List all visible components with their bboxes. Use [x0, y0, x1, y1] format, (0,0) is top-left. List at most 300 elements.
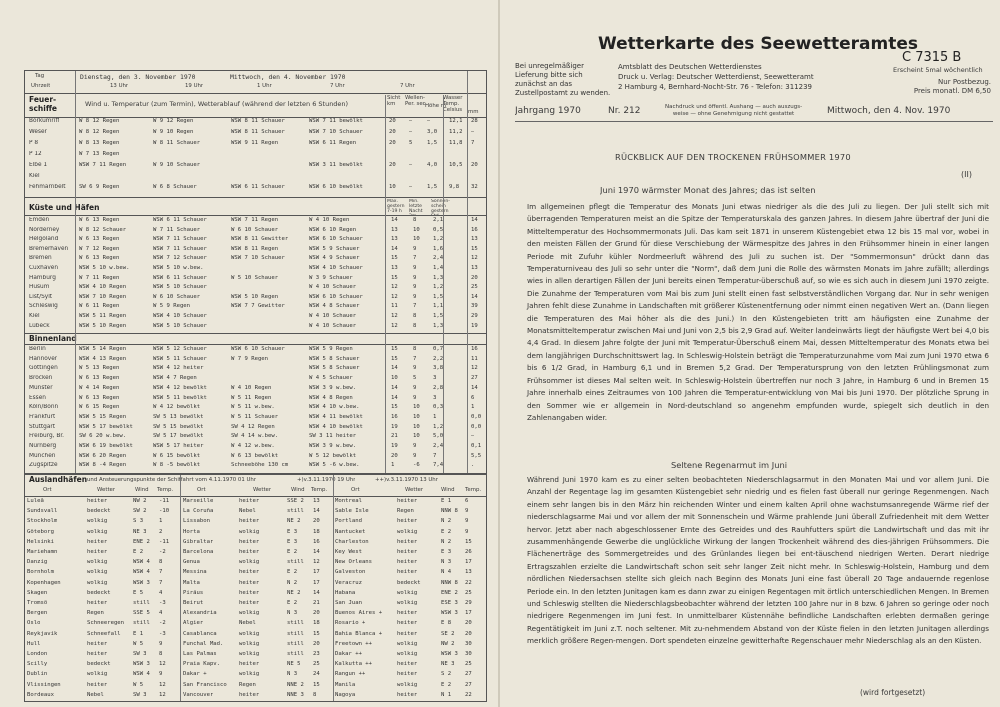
cell-value: WSW 8 11 Gewitter: [231, 236, 289, 243]
station-name: Göttingen: [29, 365, 58, 372]
cell-value: 5: [409, 140, 413, 146]
cell-value: 14: [391, 384, 398, 391]
cell-value: WSW 4 10 Schauer: [309, 265, 363, 271]
cell-value: 16: [471, 226, 478, 233]
station-name: Weser: [29, 129, 47, 135]
station-name: Brocken: [29, 375, 53, 382]
cell-value: 13: [391, 236, 398, 243]
port-weather: wolkig: [397, 600, 418, 606]
port-weather: Schneefall: [87, 630, 121, 637]
port-name: Casablanca: [183, 630, 217, 637]
cell-value: 1,2: [433, 236, 444, 243]
table-row: [25, 498, 486, 508]
port-weather: heiter: [87, 600, 108, 606]
cell-value: 9: [413, 245, 417, 252]
station-name: Fehmarnbelt: [29, 184, 66, 190]
cell-value: 9: [413, 443, 417, 449]
port-name: Lissabon: [183, 518, 210, 525]
cell-value: WSW 5 12 Schauer: [153, 346, 207, 352]
cell-value: WSW 5 9 Regen: [309, 346, 353, 352]
price-line: Nur Postbezug.: [938, 78, 991, 86]
table-row: [25, 671, 486, 681]
section-title-ausland: Auslandhäfen: [29, 475, 88, 484]
port-wind: S 2: [441, 671, 452, 678]
cell-value: W 9 10 Regen: [153, 129, 194, 135]
port-weather: Regen: [239, 681, 256, 688]
cell-value: W 4 10 Schauer: [309, 322, 357, 329]
station-name: Münster: [29, 384, 53, 391]
continued-note: (wird fortgesetzt): [860, 688, 926, 697]
port-weather: heiter: [239, 498, 260, 504]
port-weather: wolkig: [87, 569, 108, 576]
table-row: [25, 375, 486, 385]
col-wind-1: Wind: [135, 487, 149, 493]
port-wind: SE 2: [441, 630, 455, 637]
cell-value: W 4 10 Regen: [231, 384, 272, 391]
cell-value: 10: [413, 226, 420, 233]
cell-value: WSW 6 19 bewölkt: [79, 443, 133, 449]
cell-value: WSW 4 11 bewölkt: [309, 413, 363, 420]
cell-value: WSW 4 10 w.bew.: [309, 404, 360, 411]
cell-value: WSW 7 10 Regen: [79, 293, 127, 300]
cell-value: WSW 5 -6 w.bew.: [309, 462, 360, 469]
cell-value: 20: [471, 162, 478, 168]
rule: [25, 215, 486, 216]
page-fold: [498, 0, 500, 707]
port-name: New Orleans: [335, 559, 373, 566]
cell-value: W 5 12 bewölkt: [309, 452, 357, 459]
port-weather: Nebel: [239, 508, 256, 515]
port-weather: heiter: [397, 691, 418, 698]
cell-value: 1,3: [433, 274, 444, 281]
cell-value: 7: [413, 355, 417, 362]
port-name: La Coruña: [183, 508, 214, 515]
port-name: Galveston: [335, 569, 366, 576]
port-wind: NNE 2: [287, 681, 304, 688]
port-name: San Juan: [335, 600, 362, 606]
port-temp: 15: [313, 630, 320, 637]
cell-value: WSW 5 11 Schauer: [153, 355, 207, 362]
station-name: Köln/Bonn: [29, 404, 59, 411]
col-ort-3: Ort: [351, 487, 360, 493]
port-name: Stockholm: [27, 518, 58, 525]
port-name: Bornholm: [27, 569, 54, 576]
station-name: Lübeck: [29, 322, 50, 329]
cell-value: 20: [389, 162, 396, 168]
cell-value: 12: [391, 284, 398, 291]
port-wind: WSW 4: [133, 559, 150, 566]
cell-value: WSW 6 11 Schauer: [153, 217, 207, 223]
port-wind: W 5: [133, 640, 144, 647]
cell-value: W 7 9 Regen: [231, 355, 269, 362]
article-paragraph-1: Im allgemeinen pflegt die Temperatur des Monats Juni etwas niedriger als die des Juli zu liegen. Der Juli stellt sich mit überragenden Temperaturen meist an die Spitze der Temperaturskala des ganzen Jahres. In diesem Jahre übertraf der Juni die Mitteltemperatur des Hochsommermonats Juli. Das kam seit 1871 in unserem Küstengebiet etwa 12 bis 15 mal vor, wobei in den meisten Fällen der Grund für diese Verschiebung der Wärmespitze des Jahres in den Frühsommer hinein in einer langen Periode mit Zufuhr kühler Nordmeerluft während des Juli zu suchen ist. Der "Sommermonsun" drückt dann das Temperaturniveau des Juli so sehr unter die "Norm", daß dem Juni die Rolle des wärmsten Monats im Jahre zufällt; allerdings wies in allen derartigen Fällen der Juni bereits einen Temperatur-überschuß auf, so wie es sich auch in diesem Juni 1970 zeigte. Die Zunahme der Temperaturen vom Mai bis zum Juni stellt einen fast selbstverständlichen Vorgang dar. Nur in sehr wenigen Jahren fehlt diese Zunahme in Landschaften mit größerer Küstenentfernung oder nimmt einen negativen Wert an. (Dann liegen die Temperaturen des Mai höher als die des Juni.) In den Küstengebieten tritt am häufigsten eine Zunahme der Monatsmitteltemperatur zwischen Mai und Juni von 2,5 bis 2,9 Grad auf. Weiter landeinwärts liegt der häufigste Wert bei 4,0 bis 4,4 Grad. In diesem Jahre folgte der Juni mit Temperatur-Überschuß einem Mai, dessen Mitteltemperatur des Monats etwa bei dem langjährigen Durchschnittswert lag. In Schleswig-Holstein beträgt die Temperaturzunahme vom Mai zum Juni 1970 etwa 6 bis 6 1/2 Grad, in Hamburg 6,1 und in Bremen 5,2 Grad. Der Temperatursprung von den letzten Frühlingsmonat zum Frühsommer ist dieses Mal selten weit. In Schleswig-Holstein übertreffen nur noch 3 Jahre, in Hamburg 6 und in Bremen 15 Jahre innerhalb eines Zeitraumes von 100 Jahren die Temperatur-entwicklung von Mai bis Juni 1970. Der plötzliche Sprung in den Sommer wie er allgemein in Nord-deutschland so angenehm empfunden wurde, spiegelt sich deutlich in den Zahlenangaben wider.: [527, 202, 989, 422]
port-weather: heiter: [87, 651, 108, 657]
port-name: Buenos Aires +: [335, 610, 383, 617]
cell-value: 20: [389, 140, 396, 146]
article-page: [515, 0, 995, 707]
port-temp: 2: [159, 528, 163, 535]
port-weather: heiter: [239, 661, 260, 668]
cell-value: 16: [391, 413, 398, 420]
cell-value: W 7 11 Schauer: [153, 226, 201, 233]
port-temp: 1: [159, 518, 163, 525]
cell-value: 13: [391, 265, 398, 271]
vrule: [180, 475, 181, 702]
col-wetter-1: Wetter: [97, 487, 116, 493]
col-hoehe: Höhe m: [425, 103, 447, 109]
table-row: [25, 404, 486, 414]
station-name: München: [29, 452, 56, 459]
cell-value: WSW 4 10 Schauer: [153, 313, 207, 319]
cell-value: 0,0: [471, 423, 482, 430]
cell-value: WSW 5 14 Regen: [79, 346, 127, 352]
cell-value: W 7 13 Regen: [79, 151, 120, 157]
cell-value: 0,1: [471, 443, 482, 449]
cell-value: 11,2: [449, 129, 463, 135]
port-temp: 27: [465, 681, 472, 688]
vrule: [443, 95, 444, 473]
cell-value: WSW 5 10 Schauer: [153, 322, 207, 329]
cell-value: SW 4 12 Regen: [231, 423, 275, 430]
table-row: [25, 414, 486, 424]
table-row: [25, 682, 486, 692]
port-name: Marseille: [183, 498, 214, 504]
port-weather: heiter: [397, 569, 418, 576]
table-row: [25, 173, 486, 184]
port-wind: still: [287, 630, 304, 637]
ausland-header: [25, 475, 486, 487]
cell-value: WSW 6 20 Regen: [79, 452, 127, 459]
port-weather: bedeckt: [397, 579, 421, 586]
port-weather: wolkig: [87, 671, 108, 678]
cell-value: WSW 6 10 Schauer: [309, 293, 363, 300]
cell-value: 0,3: [433, 404, 444, 411]
port-temp: 20: [313, 610, 320, 617]
station-name: Borkumriff: [29, 118, 60, 124]
port-weather: heiter: [397, 549, 418, 555]
cell-value: 39: [471, 303, 478, 310]
port-name: Sable Isle: [335, 508, 369, 515]
port-temp: 9: [159, 671, 163, 678]
reprint-note: [665, 104, 802, 118]
cell-value: 0,7: [433, 346, 444, 352]
port-name: Genua: [183, 559, 200, 566]
cell-value: 7: [413, 255, 417, 262]
cell-value: 12: [471, 255, 478, 262]
reprint-line: Nachdruck und öffentl. Aushang — auch auszugs-: [665, 104, 803, 110]
port-wind: SW 3: [133, 691, 147, 698]
port-temp: 9: [465, 528, 469, 535]
port-name: Messina: [183, 569, 207, 576]
table-row: [25, 356, 486, 366]
port-weather: wolkig: [239, 528, 260, 535]
station-name: P 8: [29, 140, 39, 146]
cell-value: 13: [471, 265, 478, 271]
cell-value: —: [427, 118, 431, 124]
port-name: Dublin: [27, 671, 48, 678]
table-row: [25, 118, 486, 129]
port-name: Rangun ++: [335, 671, 366, 678]
cell-value: W 3 9 Schauer: [309, 274, 353, 281]
port-name: Nantucket: [335, 528, 366, 535]
weather-report-table: [24, 70, 487, 702]
port-wind: E 2: [287, 569, 298, 576]
port-temp: -11: [159, 498, 170, 504]
port-weather: heiter: [239, 579, 260, 586]
port-wind: E 3: [287, 528, 298, 535]
col-wellen: Wellen- Per. sec.: [405, 95, 428, 107]
port-name: Las Palmas: [183, 651, 217, 657]
cell-value: WSW 4 9 Schauer: [309, 255, 360, 262]
cell-value: —: [471, 129, 475, 135]
port-name: Göteborg: [27, 528, 54, 535]
cell-value: W 5 9 Regen: [153, 303, 191, 310]
cell-value: W 4 5 Schauer: [309, 375, 353, 382]
port-name: Scilly: [27, 661, 48, 668]
port-weather: heiter: [87, 549, 108, 555]
cell-value: WSW 7 10 Schauer: [231, 255, 285, 262]
cell-value: WSW 6 11 Schauer: [231, 184, 285, 190]
vrule: [467, 71, 468, 473]
cell-value: W 8 11 Schauer: [153, 140, 201, 146]
cell-value: 1,5: [427, 184, 438, 190]
cell-value: W 8 12 Regen: [79, 118, 120, 124]
station-name: Kiel: [29, 173, 40, 179]
port-temp: 12: [159, 661, 166, 668]
cell-value: 8: [413, 322, 417, 329]
cell-value: —: [409, 184, 413, 190]
cell-value: 19: [391, 423, 398, 430]
port-name: Algier: [183, 620, 204, 627]
cell-value: W 6 13 Regen: [79, 236, 120, 243]
port-weather: bedeckt: [87, 508, 111, 515]
header-time-2: 19 Uhr: [185, 83, 204, 89]
cell-value: .: [471, 462, 475, 469]
port-name: Funchal Mad.: [183, 640, 224, 647]
cell-value: WSW 7 12 Schauer: [153, 255, 207, 262]
cell-value: 25: [471, 284, 478, 291]
station-name: Hamburg: [29, 274, 56, 281]
cell-value: WSW 4 13 Regen: [79, 355, 127, 362]
port-weather: heiter: [397, 661, 418, 668]
cell-value: WSW 5 9 Schauer: [309, 245, 360, 252]
cell-value: 8: [413, 346, 417, 352]
port-temp: 18: [313, 620, 320, 627]
cell-value: —: [409, 129, 413, 135]
col-max: Max. gestern 7-19 h: [387, 199, 405, 214]
cell-value: WSW 3 9 w.bew.: [309, 384, 357, 391]
port-wind: E 2: [441, 681, 452, 688]
port-name: Danzig: [27, 559, 48, 566]
port-name: Helsinki: [27, 538, 54, 545]
cell-value: WSW 5 10 Regen: [231, 293, 279, 300]
cell-value: 15: [391, 255, 398, 262]
port-weather: wolkig: [239, 610, 260, 617]
table-row: [25, 559, 486, 569]
station-name: Frankfurt: [29, 413, 56, 420]
cell-value: 20: [471, 274, 478, 281]
cell-value: W 6 11 Regen: [79, 303, 120, 310]
cell-value: 27: [471, 375, 478, 382]
port-name: Kalkutta ++: [335, 661, 373, 668]
port-weather: heiter: [239, 600, 260, 606]
port-temp: -11: [159, 538, 170, 545]
port-weather: wolkig: [87, 528, 108, 535]
port-wind: E 2: [287, 549, 298, 555]
cell-value: 14: [391, 394, 398, 401]
cell-value: 13: [391, 226, 398, 233]
table-row: [25, 631, 486, 641]
cell-value: 14: [471, 384, 478, 391]
port-name: Dakar ++: [335, 651, 362, 657]
issue-number: Nr. 212: [608, 106, 641, 116]
cell-value: W 4 10 Schauer: [309, 284, 357, 291]
cell-value: WSW 5 17 heiter: [153, 443, 204, 449]
cell-value: W 7 12 Regen: [79, 245, 120, 252]
port-temp: 12: [159, 691, 166, 698]
table-row: [25, 580, 486, 590]
cell-value: W 6 8 Schauer: [153, 184, 197, 190]
cell-value: 12: [391, 313, 398, 319]
port-wind: NNW 8: [441, 579, 458, 586]
cell-value: WSW 5 8 Schauer: [309, 355, 360, 362]
subheading-1: Juni 1970 wärmster Monat des Jahres; das ist selten: [600, 185, 816, 195]
table-row: [25, 610, 486, 620]
port-wind: SW 2: [133, 508, 147, 515]
port-temp: 15: [465, 538, 472, 545]
port-temp: 17: [465, 559, 472, 566]
port-name: Nagoya: [335, 691, 356, 698]
rule: [25, 93, 486, 94]
port-wind: SSE 5: [133, 610, 150, 617]
cell-value: 10: [391, 375, 398, 382]
table-row: [25, 549, 486, 559]
cell-value: SW 5 17 bewölkt: [153, 433, 204, 440]
table-row: [25, 692, 486, 702]
table-row: [25, 246, 486, 256]
cell-value: W 4 10 Regen: [309, 217, 350, 223]
col-sicht: Sicht km: [387, 95, 401, 107]
section-title-kueste: Küste und Häfen: [29, 203, 100, 212]
col-temp-2: Temp.: [311, 487, 328, 493]
table-row: [25, 539, 486, 549]
port-wind: E 2: [287, 600, 298, 606]
cell-value: 13: [471, 236, 478, 243]
port-wind: N 3: [287, 610, 298, 617]
port-weather: heiter: [87, 538, 108, 545]
cell-value: 9: [413, 365, 417, 372]
cell-value: W 4 10 Schauer: [309, 313, 357, 319]
port-temp: 13: [313, 498, 320, 504]
header-time-1: 13 Uhr: [110, 83, 129, 89]
cell-value: WSW 4 10 Regen: [79, 284, 127, 291]
port-wind: N 2: [287, 579, 298, 586]
port-name: Horta: [183, 528, 200, 535]
col-temp-3: Temp.: [465, 487, 482, 493]
port-wind: NE 2: [287, 589, 301, 596]
table-row: [25, 443, 486, 453]
cell-value: 11: [471, 355, 478, 362]
port-weather: wolkig: [239, 630, 260, 637]
cell-value: 2,4: [433, 443, 444, 449]
port-weather: Regen: [397, 508, 414, 515]
cell-value: WSW 5 11 bewölkt: [153, 394, 207, 401]
port-temp: 7: [159, 579, 163, 586]
cell-value: 3,0: [427, 129, 438, 135]
port-temp: 7: [159, 569, 163, 576]
port-wind: N 3: [287, 671, 298, 678]
cell-value: 14: [391, 245, 398, 252]
port-weather: wolkig: [239, 671, 260, 678]
cell-value: 10: [413, 423, 420, 430]
cell-value: WSW 8 11 Regen: [231, 245, 279, 252]
cell-value: WSW 5 10 w.bew.: [79, 265, 130, 271]
port-wind: E 1: [133, 630, 144, 637]
cell-value: 1,3: [433, 322, 444, 329]
cell-value: 5: [413, 375, 417, 382]
cell-value: SW 4 14 w.bew.: [231, 433, 279, 440]
station-name: Bremen: [29, 255, 52, 262]
port-wind: WSW 3: [441, 651, 458, 657]
port-wind: SSE 2: [287, 498, 304, 504]
port-temp: -2: [159, 549, 166, 555]
cell-value: WSW 7 11 Regen: [79, 162, 127, 168]
table-row: [25, 365, 486, 375]
postal-line: zunächst an das: [515, 80, 573, 88]
port-temp: 9: [465, 508, 469, 515]
port-temp: -3: [159, 630, 166, 637]
cell-value: 10: [413, 236, 420, 243]
cell-value: 4,0: [427, 162, 438, 168]
cell-value: WSW 6 11 Schauer: [153, 274, 207, 281]
cell-value: 2,8: [433, 384, 444, 391]
cell-value: 10: [413, 413, 420, 420]
cell-value: WSW 8 -4 Regen: [79, 462, 127, 469]
cell-value: 1,2: [433, 284, 444, 291]
port-temp: 26: [465, 549, 472, 555]
port-weather: heiter: [397, 498, 418, 504]
col-mm: mm: [468, 109, 479, 115]
cell-value: W 8 13 Regen: [79, 140, 120, 146]
port-weather: heiter: [397, 671, 418, 678]
port-weather: wolkig: [239, 640, 260, 647]
cell-value: 3: [433, 394, 437, 401]
port-temp: 24: [313, 671, 320, 678]
port-name: London: [27, 651, 48, 657]
cell-value: WSW 7 7 Gewitter: [231, 303, 285, 310]
cell-value: 32: [471, 184, 478, 190]
port-weather: bedeckt: [87, 661, 111, 668]
cell-value: WSW 8 11 Schauer: [231, 118, 285, 124]
port-temp: 14: [313, 508, 320, 515]
section-title-binnenland: Binnenland: [29, 334, 77, 343]
table-row: [25, 265, 486, 275]
article-paragraph-2: Während Juni 1970 kam es zu einer selten beobachteten Niederschlagsarmut in den Monaten Mai und vor allem Juni. Die Anzahl der Regentage lag im gesamten Küstengebiet sehr niedrig und es fielen fast überall nur geringe Regenmengen. Nach einem sehr langen bis in den März hin reichenden Winter und einem kalten April ohne wachstumsanregende Wärme rief der niederschlagsarme Mai und vor allem der mit Sonnenschein und Wärme prahlende Juni überall Zufriedenheit mit dem Wetter hervor. Jetzt aber nach abgeschlossener Ernte des Getreides und des Rauhfutters spürt die Landwirtschaft und das mit ihr zusammenhängende Gewerbe die unglückliche Wirkung der langen Trockenheit während des dies-jährigen Frühsommers. Die Flächenerträge des Sommergetreides und des Grünlandes liegen bei ent-täuschend niedrigen Werten. Derart niedrige Ertragszahlen erzielte die Landwirtschaft schon seit sehr langer Zeit nicht mehr. In Schleswig-Holstein, Hamburg und dem nördlichen Niedersachsen stellte sich gleich nach Beginn des Monats Juni eine fast überall 20 Tage andauernde regenlose Periode ein. In den letzten Junitagen kam es dann zwar zu einigen Regentagen mit örtlich unterschiedlichen Mengen. In Bremen und Schleswig stellten die Niederschlagsbeobachter während der letzten 100 Jahre nur in 8 bzw. 6 Jahren so geringe oder noch niedrigere Regenmengen im Juni fest. In unmittelbarer Küstennähe befindliche Landschaften erlebten dermaßen geringe Regentätigkeit im Juni z.T. noch seltener. Mit zu-nehmendem Abstand von der Küste fielen in den letzten Junitagen allerdings merklich größere Regen-mengen. Dort spendeten einzelne gewitterhafte Regenschauer mehr Niederschlag als an den Küsten.: [527, 475, 989, 646]
station-name: Stuttgart: [29, 423, 56, 430]
price-line: Preis monatl. DM 6,50: [913, 87, 991, 95]
table-row: [25, 227, 486, 237]
cell-value: WSW 5 8 Schauer: [309, 365, 360, 372]
vrule: [333, 475, 334, 702]
port-wind: WSW 3: [133, 579, 150, 586]
port-name: Gibraltar: [183, 538, 214, 545]
table-row: [25, 529, 486, 539]
cell-value: 1,5: [433, 313, 444, 319]
cell-value: 9: [413, 452, 417, 459]
cell-value: 9: [413, 274, 417, 281]
port-name: Sundsvall: [27, 508, 58, 515]
cell-value: WSW 5 15 Regen: [79, 413, 127, 420]
